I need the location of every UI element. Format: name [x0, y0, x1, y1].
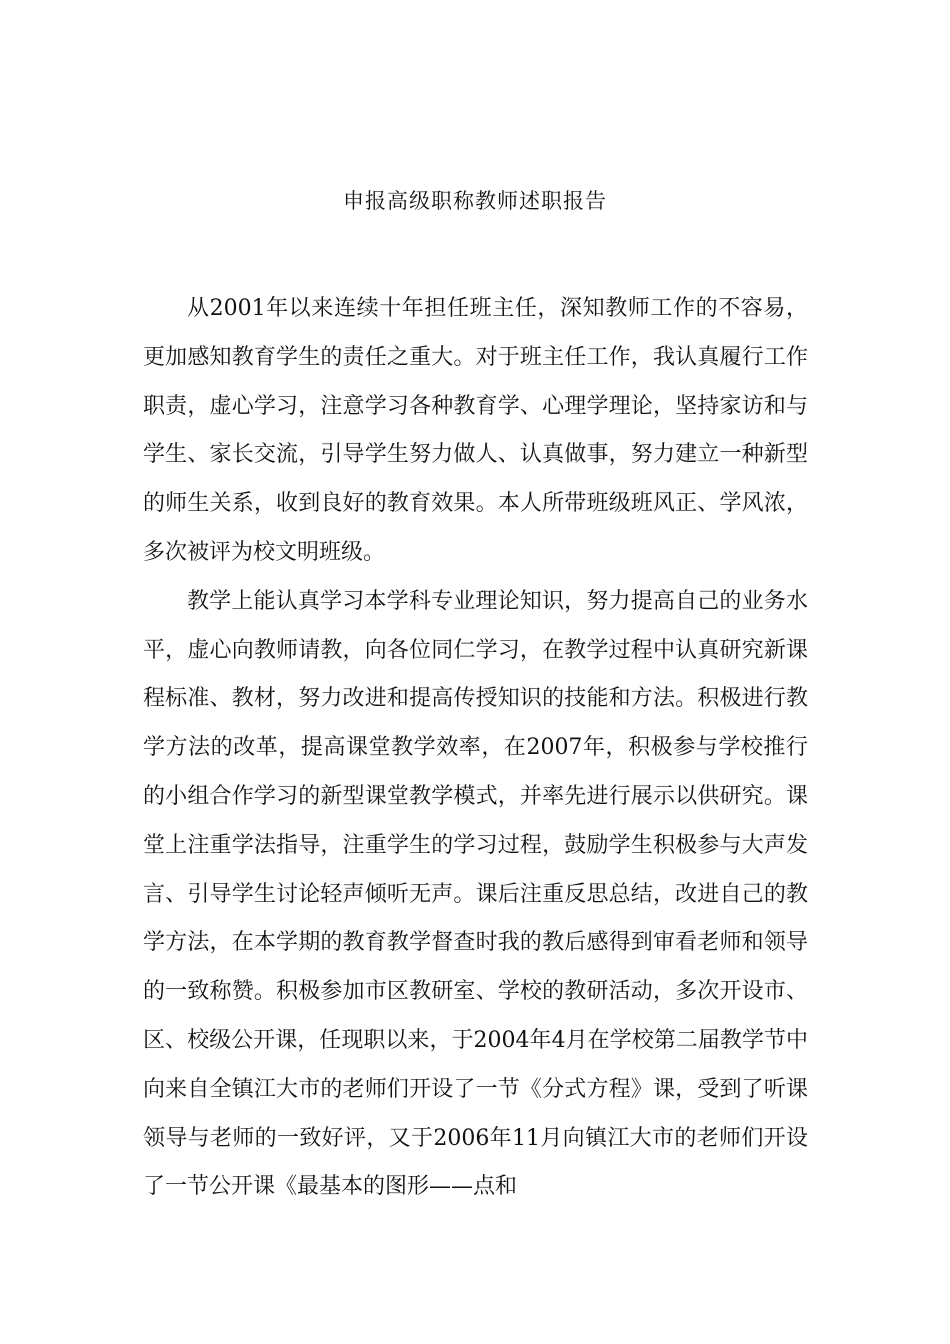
document-title: 申报高级职称教师述职报告: [343, 189, 607, 213]
paragraph-teaching: 教学上能认真学习本学科专业理论知识，努力提高自己的业务水平，虚心向教师请教，向各位同仁学习，在教学过程中认真研究新课程标准、教材，努力改进和提高传授知识的技能和方法。积极进行教学方法的改革，提高课堂教学效率，在2007年，积极参与学校推行的小组合作学习的新型课堂教学模式，并率先进行展示以供研究。课堂上注重学法指导，注重学生的学习过程，鼓励学生积极参与大声发言、引导学生讨论轻声倾听无声。课后注重反思总结，改进自己的教学方法，在本学期的教育教学督查时我的教后感得到审看老师和领导的一致称赞。积极参加市区教研室、学校的教研活动，多次开设市、区、校级公开课，任现职以来，于2004年4月在学校第二届教学节中向来自全镇江大市的老师们开设了一节《分式方程》课，受到了听课领导与老师的一致好评，又于2006年11月向镇江大市的老师们开设了一节公开课《最基本的图形——点和: [143, 588, 809, 1200]
paragraph-class-teacher: 从2001年以来连续十年担任班主任，深知教师工作的不容易，更加感知教育学生的责任之重大。对于班主任工作，我认真履行工作职责，虚心学习，注意学习各种教育学、心理学理论，坚持家访和与学生、家长交流，引导学生努力做人、认真做事，努力建立一种新型的师生关系，收到良好的教育效果。本人所带班级班风正、学风浓，多次被评为校文明班级。: [143, 296, 808, 565]
document-body: [143, 285, 808, 1212]
